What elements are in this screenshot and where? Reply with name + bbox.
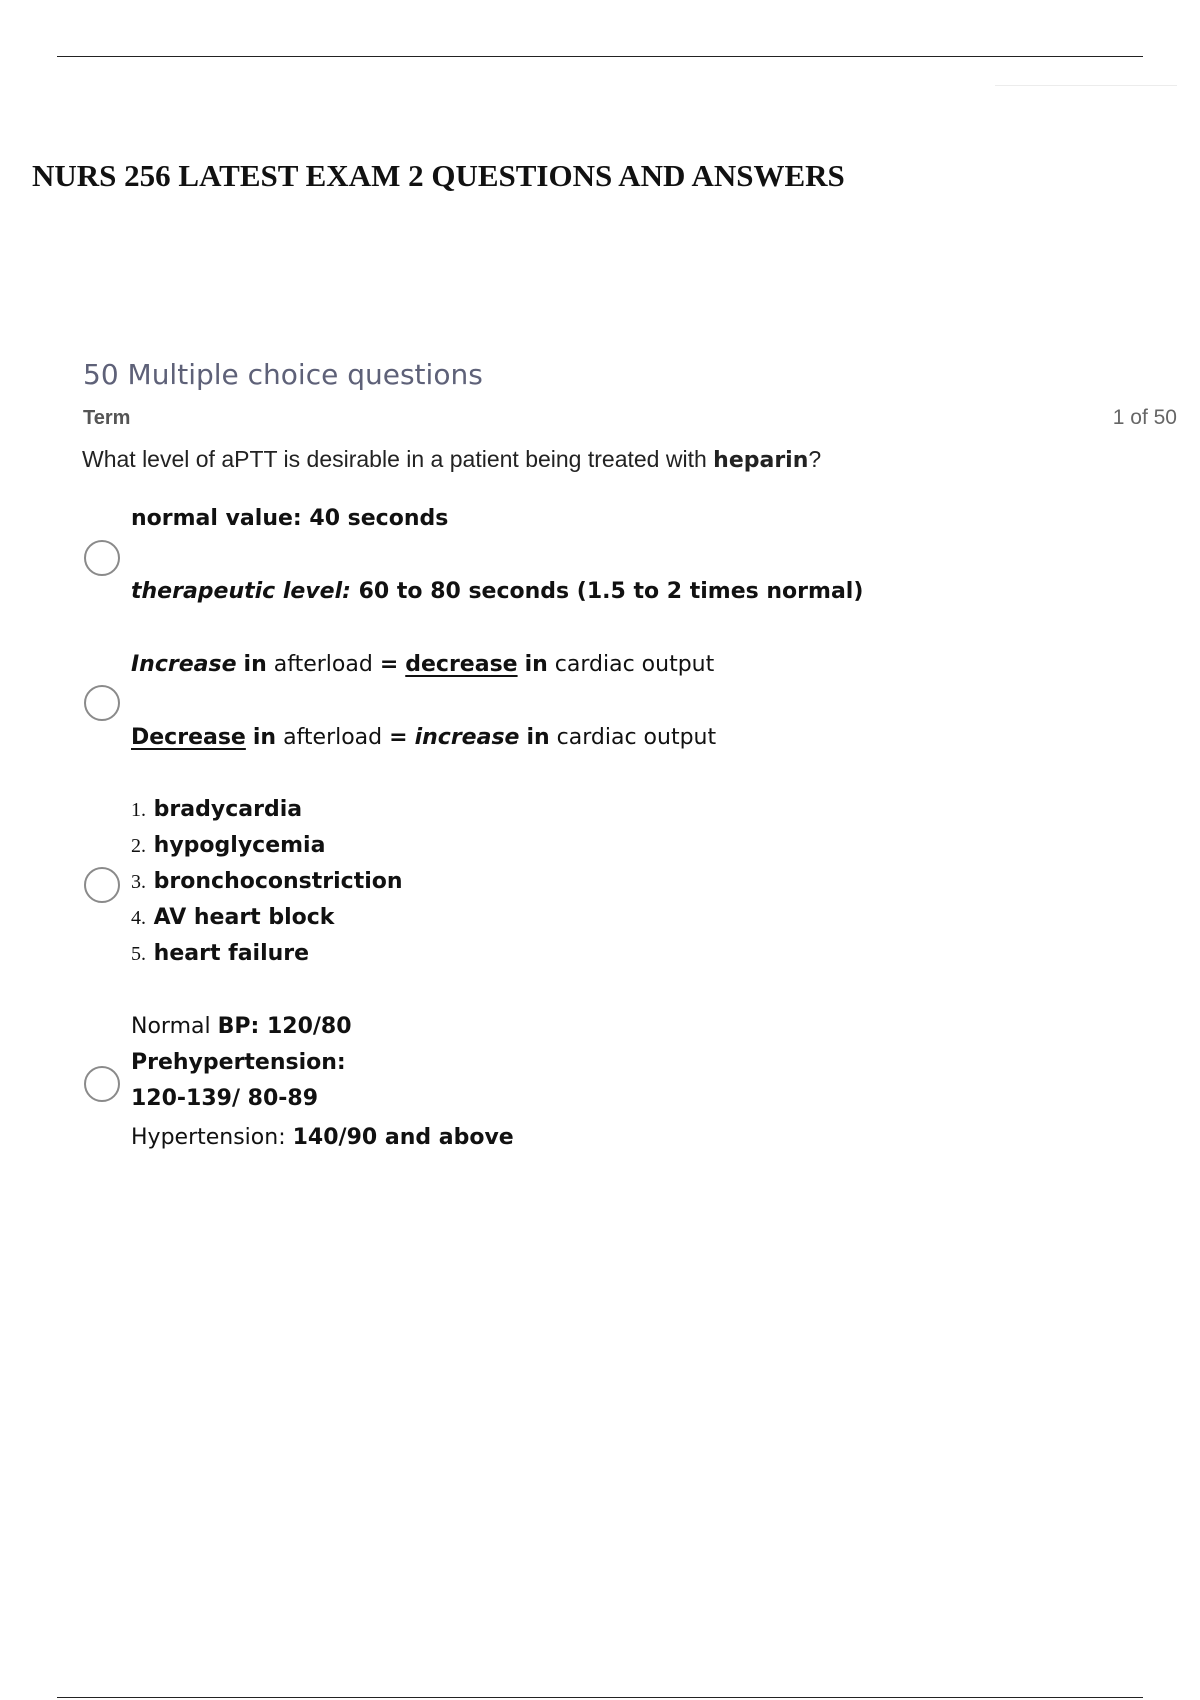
- option-2-l2-afterload: afterload: [283, 725, 383, 750]
- option-4-prehyp-label: Prehypertension:: [131, 1050, 346, 1075]
- faint-rule: [995, 85, 1177, 86]
- option-3-item-1-num: 1.: [131, 799, 146, 821]
- option-2-l2-in: in: [252, 725, 277, 750]
- option-1-line-1: [131, 506, 448, 531]
- option-3-item-2-num: 2.: [131, 835, 146, 857]
- option-4-hyp-value: 140/90 and above: [292, 1125, 514, 1150]
- option-2-l1-equals: =: [379, 652, 399, 677]
- option-3-item-5-num: 5.: [131, 943, 146, 965]
- question-text-before: What level of aPTT is desirable in a patient being treated with: [82, 446, 714, 472]
- option-2-l1-increase: Increase: [131, 652, 237, 677]
- option-3-item-1-text: bradycardia: [153, 797, 303, 822]
- option-3-radio[interactable]: [84, 867, 120, 903]
- question-counter: 1 of 50: [1112, 406, 1177, 429]
- option-4-normal-line: [131, 1014, 352, 1039]
- term-label: Term: [83, 407, 131, 429]
- option-3-item-2: [131, 833, 325, 858]
- option-3-item-1: [131, 797, 302, 822]
- option-3-item-5-text: heart failure: [153, 941, 310, 966]
- option-1-normal-value: 40 seconds: [309, 506, 449, 531]
- option-3-item-3: [131, 869, 403, 894]
- option-2-line-2: [131, 725, 716, 750]
- option-3-item-5: [131, 941, 309, 966]
- option-2-l2-decrease: Decrease: [131, 725, 246, 750]
- option-4-hyp-label: Hypertension:: [131, 1125, 286, 1150]
- option-2-l1-afterload: afterload: [273, 652, 373, 677]
- option-1-radio[interactable]: [84, 540, 120, 576]
- option-2-l2-equals: =: [389, 725, 408, 750]
- option-4-normal-label: Normal: [131, 1014, 211, 1039]
- option-3-item-2-text: hypoglycemia: [153, 833, 326, 858]
- option-2-l2-in2: in: [526, 725, 550, 750]
- option-3-item-4-text: AV heart block: [153, 905, 335, 930]
- option-2-l2-cardiac-output: cardiac output: [556, 725, 717, 750]
- option-1-normal-label: normal value:: [131, 506, 302, 531]
- option-3-item-3-num: 3.: [131, 871, 146, 893]
- bottom-rule: [57, 1697, 1143, 1698]
- question-text: [82, 446, 821, 473]
- option-4-hyp-line: [131, 1125, 514, 1150]
- option-4-normal-value: BP: 120/80: [217, 1014, 352, 1039]
- option-2-l1-in2: in: [524, 652, 548, 677]
- option-2-l1-decrease: decrease: [405, 652, 518, 677]
- option-2-l1-in: in: [243, 652, 267, 677]
- option-1-line-2: [131, 579, 863, 604]
- option-3-item-3-text: bronchoconstriction: [153, 869, 403, 894]
- top-rule: [57, 56, 1143, 57]
- option-4-radio[interactable]: [84, 1066, 120, 1102]
- option-4-prehyp-value: 120-139/ 80-89: [131, 1086, 319, 1111]
- quiz-heading: 50 Multiple choice questions: [83, 358, 483, 391]
- option-2-line-1: [131, 652, 714, 677]
- option-2-l2-increase: increase: [414, 725, 520, 750]
- option-3-item-4-num: 4.: [131, 907, 146, 929]
- option-3-item-4: [131, 905, 334, 930]
- option-1-therapeutic-label: therapeutic level:: [131, 579, 351, 604]
- option-2-radio[interactable]: [84, 685, 120, 721]
- option-2-l1-cardiac-output: cardiac output: [554, 652, 715, 677]
- question-text-after: ?: [808, 446, 822, 472]
- option-1-therapeutic-value: 60 to 80 seconds (1.5 to 2 times normal): [358, 579, 864, 604]
- question-keyword: heparin: [713, 448, 809, 473]
- document-title: NURS 256 LATEST EXAM 2 QUESTIONS AND ANSWERS: [32, 158, 845, 193]
